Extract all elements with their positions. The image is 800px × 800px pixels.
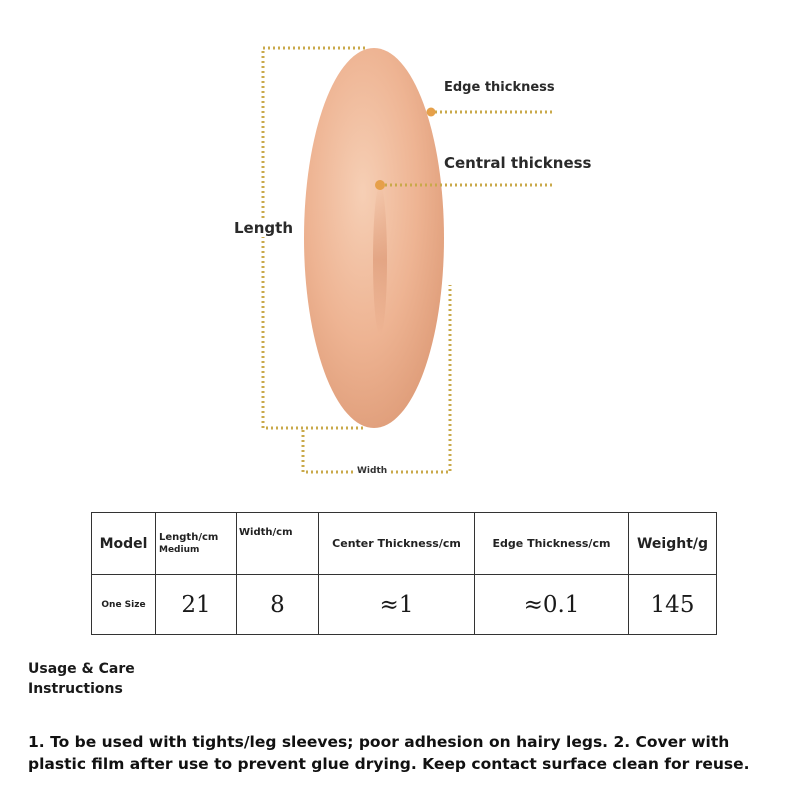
care-title-line2: Instructions (28, 681, 123, 697)
cell-edge-thickness: ≈0.1 (475, 575, 629, 635)
cell-width: 8 (237, 575, 319, 635)
header-weight: Weight/g (629, 513, 717, 575)
pad-center-crease (373, 185, 387, 335)
cell-center-thickness: ≈1 (319, 575, 475, 635)
header-width: Width/cm (237, 513, 319, 575)
care-title (28, 659, 188, 699)
spec-data-row (92, 575, 717, 635)
width-label: Width (354, 466, 390, 476)
header-center-thickness: Center Thickness/cm (319, 513, 475, 575)
care-instructions-line1: 1. To be used with tights/leg sleeves; poor adhesion on hairy legs. 2. Cover with (28, 733, 730, 751)
spec-header-row (92, 513, 717, 575)
length-label: Length (234, 219, 293, 237)
header-length (156, 513, 237, 575)
header-length-unit: Length/cm (159, 531, 219, 543)
care-title-line1: Usage & Care (28, 661, 135, 677)
header-edge-thickness: Edge Thickness/cm (475, 513, 629, 575)
central-thickness-label: Central thickness (444, 154, 592, 172)
edge-thickness-marker (427, 108, 436, 117)
cell-weight: 145 (629, 575, 717, 635)
edge-thickness-label: Edge thickness (444, 80, 555, 95)
central-thickness-marker (375, 180, 385, 190)
cell-length: 21 (156, 575, 237, 635)
care-instructions (28, 731, 798, 775)
cell-model: One Size (92, 575, 156, 635)
spec-table (91, 512, 717, 635)
care-instructions-line2: plastic film after use to prevent glue drying. Keep contact surface clean for reuse. (28, 755, 750, 773)
header-model: Model (92, 513, 156, 575)
header-length-size: Medium (159, 544, 200, 555)
